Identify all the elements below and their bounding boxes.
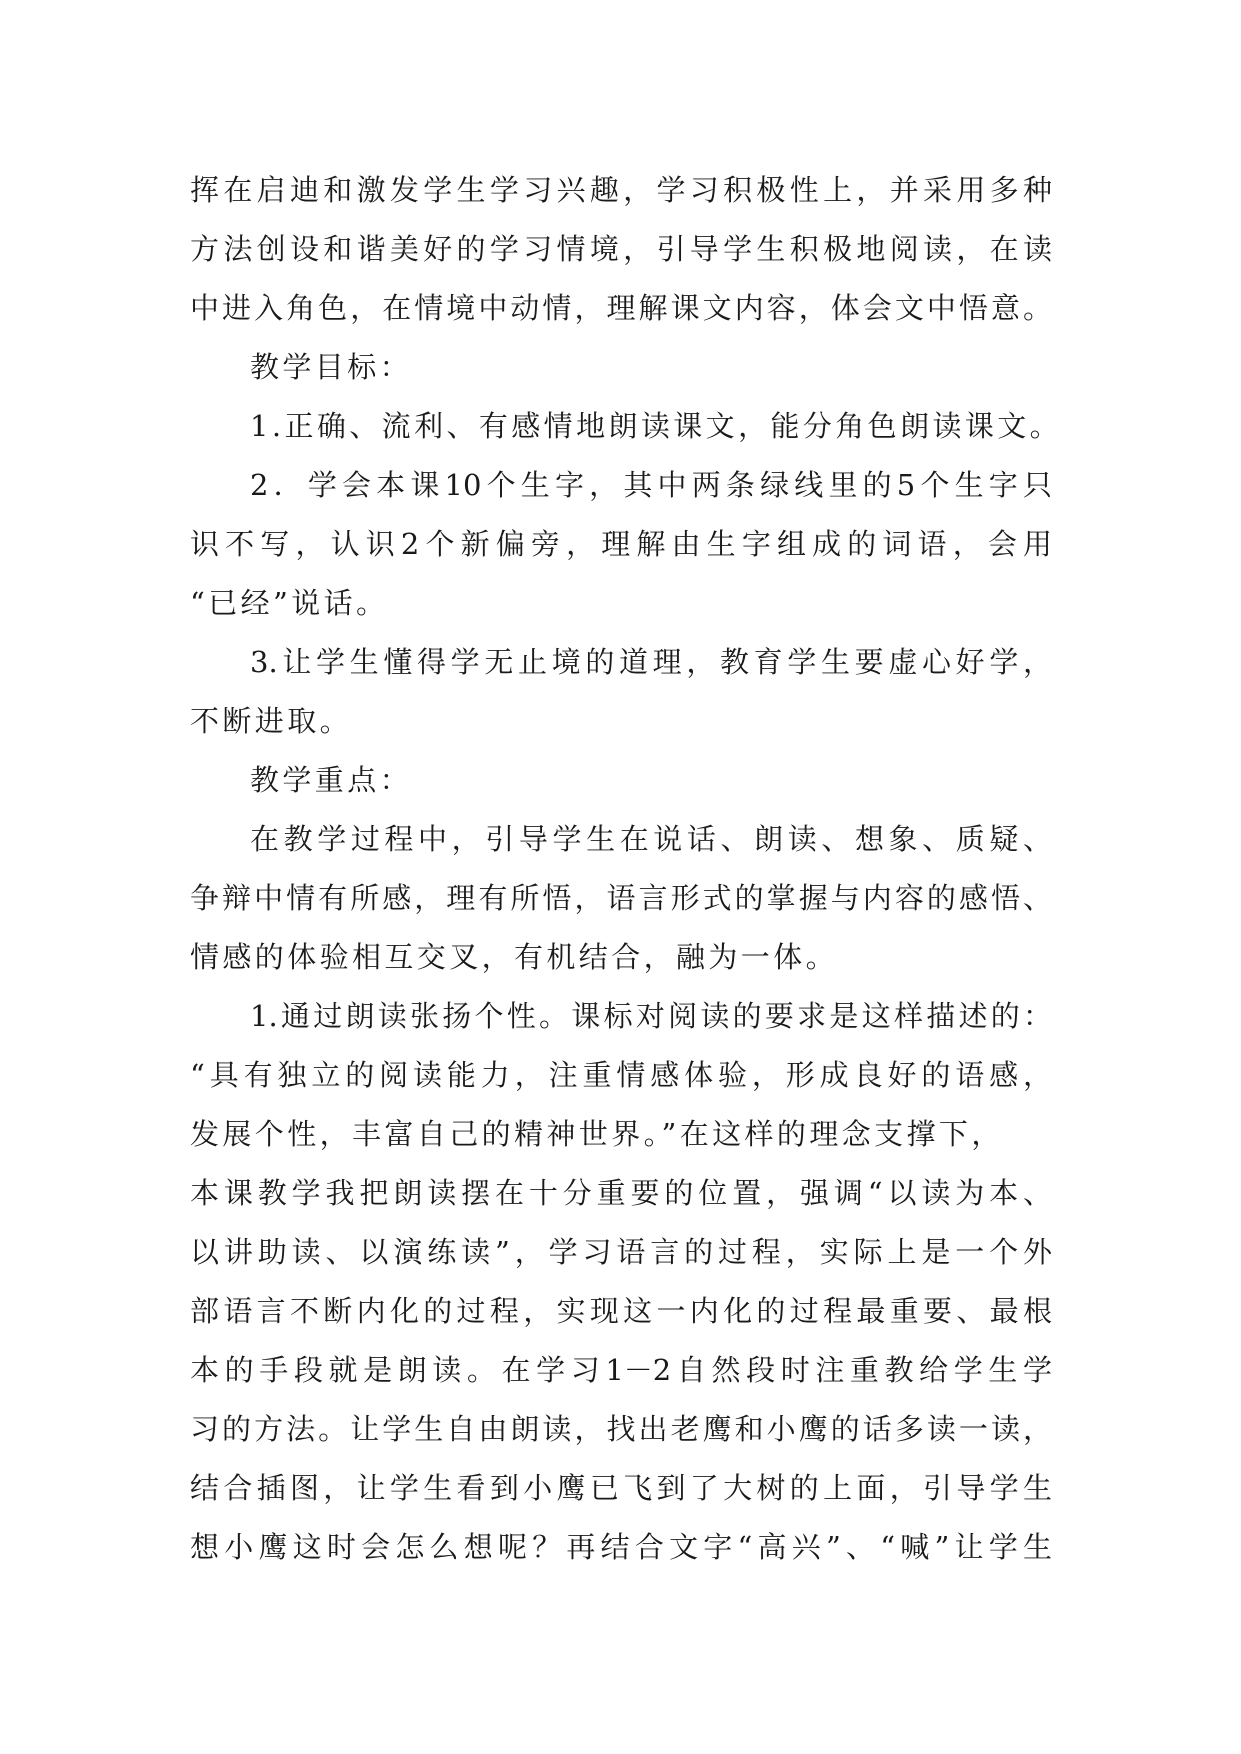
paragraph-line: 中进入角色，在情境中动情，理解课文内容，体会文中悟意。 (190, 291, 1052, 325)
paragraph-line: 本的手段就是朗读。在学习1－2自然段时注重教给学生学 (190, 1353, 1052, 1387)
section-heading-objectives: 教学目标： (250, 350, 413, 384)
paragraph-line: 发展个性，丰富自己的精神世界。”在这样的理念支撑下， (190, 1117, 1004, 1151)
paragraph-line: 方法创设和谐美好的学习情境，引导学生积极地阅读，在读 (190, 232, 1052, 266)
paragraph-line: 部语言不断内化的过程，实现这一内化的过程最重要、最根 (190, 1294, 1052, 1328)
paragraph-line: 结合插图，让学生看到小鹰已飞到了大树的上面，引导学生 (190, 1471, 1052, 1505)
paragraph-line: 想小鹰这时会怎么想呢？再结合文字“高兴”、“喊”让学生 (190, 1530, 1052, 1564)
paragraph-line: 本课教学我把朗读摆在十分重要的位置，强调“以读为本、 (190, 1176, 1052, 1210)
section-heading-key-points: 教学重点： (250, 763, 413, 797)
key-point-item-1: 1.通过朗读张扬个性。课标对阅读的要求是这样描述的： (250, 999, 1052, 1033)
objective-item-2: 2．学会本课10个生字，其中两条绿线里的5个生字只 (250, 468, 1052, 502)
paragraph-line: 在教学过程中，引导学生在说话、朗读、想象、质疑、 (250, 822, 1052, 856)
paragraph-line: 不断进取。 (190, 704, 353, 738)
paragraph-line: “具有独立的阅读能力，注重情感体验，形成良好的语感， (190, 1058, 1052, 1092)
objective-item-1: 1.正确、流利、有感情地朗读课文，能分角色朗读课文。 (250, 409, 1063, 443)
document-page (190, 161, 1063, 1577)
paragraph-line: “已经”说话。 (190, 586, 389, 620)
paragraph-line: 情感的体验相互交叉，有机结合，融为一体。 (190, 940, 839, 974)
paragraph-line: 以讲助读、以演练读”，学习语言的过程，实际上是一个外 (190, 1235, 1052, 1269)
paragraph-line: 挥在启迪和激发学生学习兴趣，学习积极性上，并采用多种 (190, 173, 1052, 207)
objective-item-3: 3.让学生懂得学无止境的道理，教育学生要虚心好学， (250, 645, 1052, 679)
paragraph-line: 争辩中情有所感，理有所悟，语言形式的掌握与内容的感悟、 (190, 881, 1052, 915)
paragraph-line: 习的方法。让学生自由朗读，找出老鹰和小鹰的话多读一读， (190, 1412, 1052, 1446)
paragraph-line: 识不写，认识2个新偏旁，理解由生字组成的词语，会用 (190, 527, 1052, 561)
